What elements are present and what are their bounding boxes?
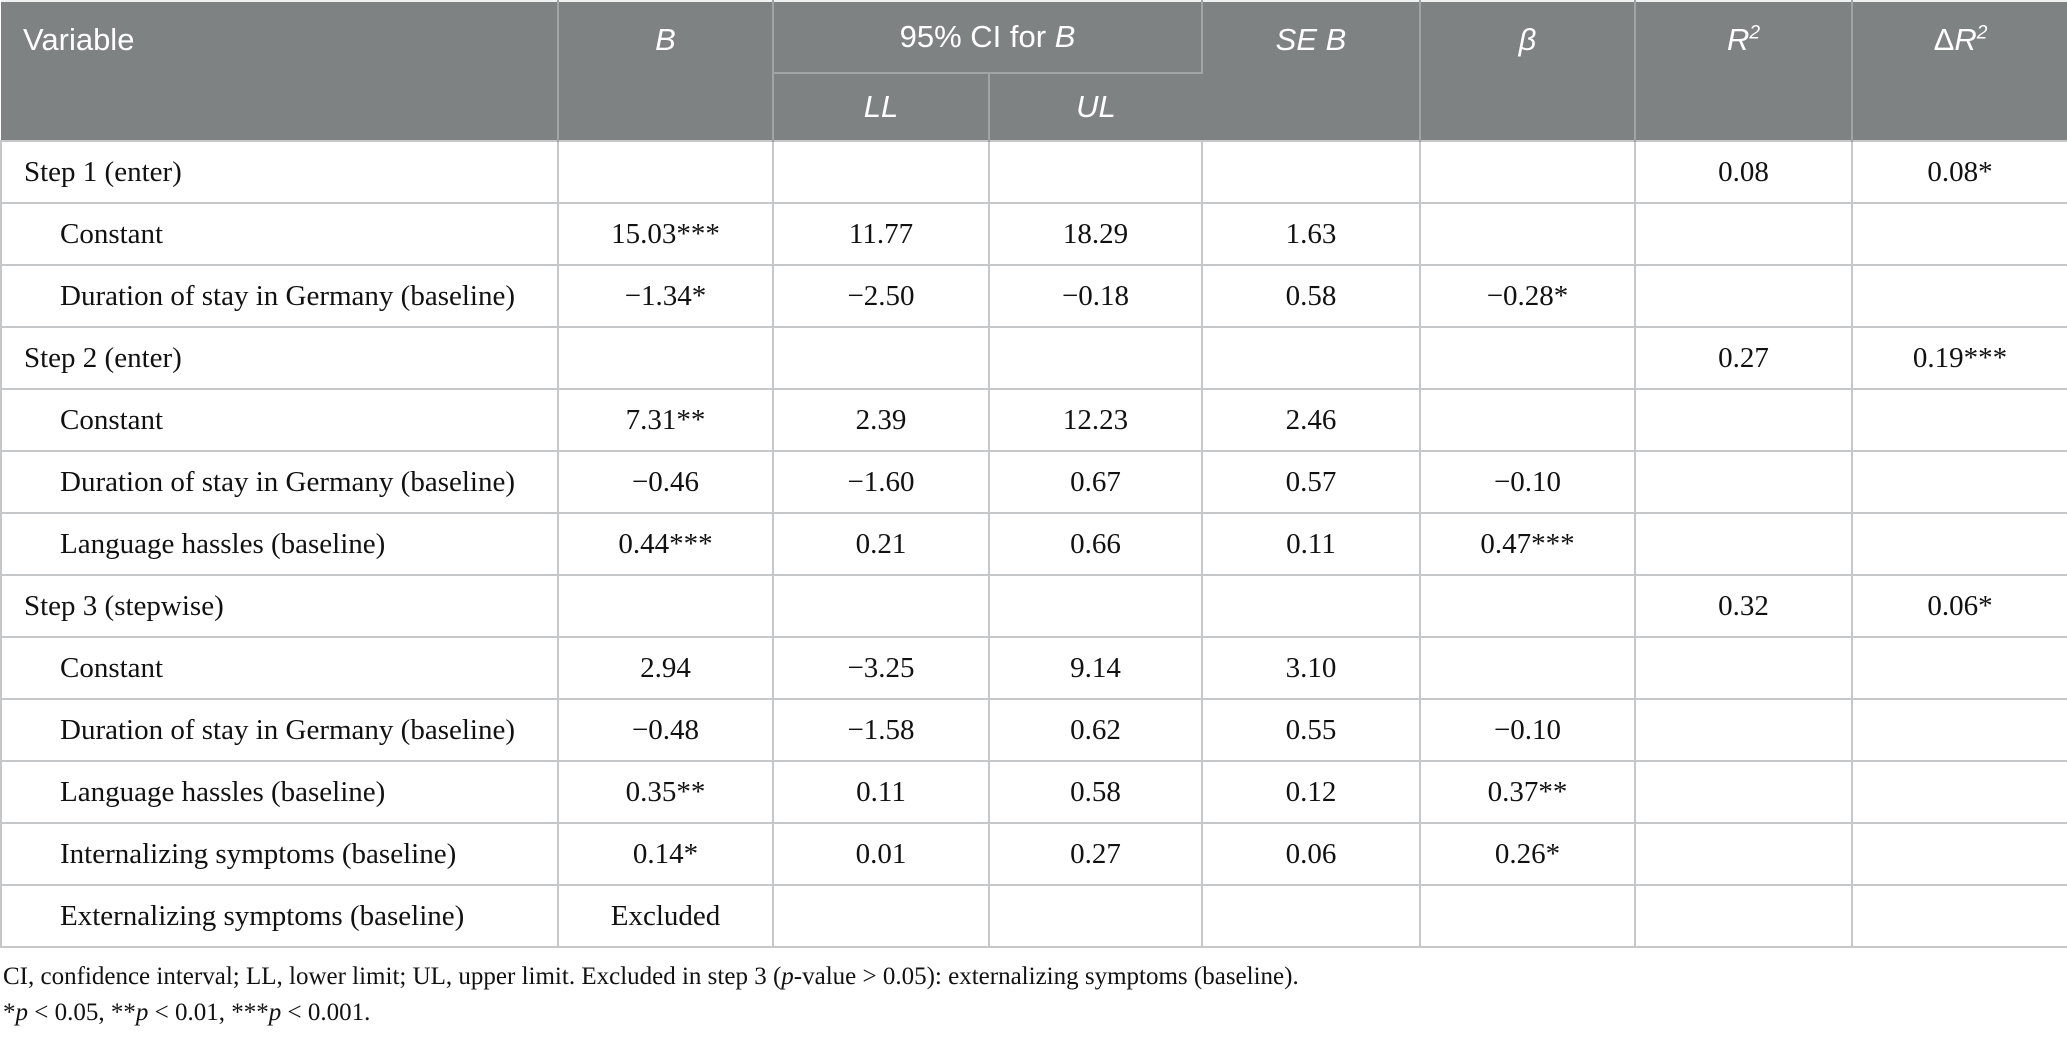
variable-label-cell: Constant bbox=[1, 203, 558, 265]
delta-r-squared-cell bbox=[1852, 203, 2067, 265]
variable-label-cell: Duration of stay in Germany (baseline) bbox=[1, 265, 558, 327]
upper-limit-cell: 18.29 bbox=[989, 203, 1202, 265]
b-value-cell: 0.14* bbox=[558, 823, 773, 885]
upper-limit-cell: 0.66 bbox=[989, 513, 1202, 575]
beta-cell bbox=[1420, 141, 1635, 203]
table-row bbox=[1, 203, 2067, 265]
r-squared-cell bbox=[1635, 513, 1852, 575]
b-value-cell bbox=[558, 575, 773, 637]
beta-cell: 0.37** bbox=[1420, 761, 1635, 823]
beta-cell: −0.10 bbox=[1420, 699, 1635, 761]
table-row bbox=[1, 699, 2067, 761]
se-b-cell: 0.12 bbox=[1202, 761, 1420, 823]
upper-limit-column-header: UL bbox=[989, 73, 1202, 141]
beta-cell: −0.28* bbox=[1420, 265, 1635, 327]
table-row bbox=[1, 265, 2067, 327]
footnote-significance-levels: *p < 0.05, **p < 0.01, ***p < 0.001. bbox=[3, 999, 371, 1026]
beta-column-header: β bbox=[1420, 1, 1635, 141]
se-b-cell bbox=[1202, 885, 1420, 947]
upper-limit-cell: 0.67 bbox=[989, 451, 1202, 513]
se-b-cell bbox=[1202, 141, 1420, 203]
lower-limit-cell: 2.39 bbox=[773, 389, 989, 451]
table-row bbox=[1, 885, 2067, 947]
delta-r-squared-column-header: $\Delta R^2$ bbox=[1852, 1, 2067, 141]
variable-label-cell: Duration of stay in Germany (baseline) bbox=[1, 699, 558, 761]
lower-limit-cell bbox=[773, 885, 989, 947]
delta-r-squared-cell bbox=[1852, 761, 2067, 823]
table-row bbox=[1, 637, 2067, 699]
upper-limit-cell: −0.18 bbox=[989, 265, 1202, 327]
b-value-cell: −1.34* bbox=[558, 265, 773, 327]
se-b-cell: 3.10 bbox=[1202, 637, 1420, 699]
b-value-cell: Excluded bbox=[558, 885, 773, 947]
r-squared-cell bbox=[1635, 885, 1852, 947]
b-value-cell: 2.94 bbox=[558, 637, 773, 699]
variable-column-header: Variable bbox=[1, 1, 558, 141]
beta-cell bbox=[1420, 637, 1635, 699]
table-row bbox=[1, 327, 2067, 389]
lower-limit-cell: 0.21 bbox=[773, 513, 989, 575]
upper-limit-cell: 9.14 bbox=[989, 637, 1202, 699]
se-b-cell: 0.55 bbox=[1202, 699, 1420, 761]
variable-label-cell: Step 1 (enter) bbox=[1, 141, 558, 203]
lower-limit-cell: 0.01 bbox=[773, 823, 989, 885]
beta-cell bbox=[1420, 203, 1635, 265]
b-value-cell bbox=[558, 327, 773, 389]
r-squared-cell: 0.08 bbox=[1635, 141, 1852, 203]
b-value-cell bbox=[558, 141, 773, 203]
se-b-cell: 0.06 bbox=[1202, 823, 1420, 885]
b-column-header: B bbox=[558, 1, 773, 141]
footnote-abbreviations: CI, confidence interval; LL, lower limit; UL, upper limit. Excluded in step 3 (p-value > 0.05): externalizing symptoms (baseline). bbox=[3, 963, 1299, 990]
b-value-cell: −0.48 bbox=[558, 699, 773, 761]
se-b-cell bbox=[1202, 327, 1420, 389]
beta-cell bbox=[1420, 885, 1635, 947]
table-row bbox=[1, 513, 2067, 575]
table-row bbox=[1, 389, 2067, 451]
upper-limit-cell bbox=[989, 575, 1202, 637]
lower-limit-cell bbox=[773, 327, 989, 389]
variable-label-cell: Language hassles (baseline) bbox=[1, 761, 558, 823]
upper-limit-cell: 0.27 bbox=[989, 823, 1202, 885]
r-squared-cell bbox=[1635, 761, 1852, 823]
se-b-cell: 0.58 bbox=[1202, 265, 1420, 327]
delta-r-squared-cell bbox=[1852, 265, 2067, 327]
delta-r-squared-cell: 0.19*** bbox=[1852, 327, 2067, 389]
upper-limit-cell bbox=[989, 141, 1202, 203]
r-squared-cell bbox=[1635, 823, 1852, 885]
delta-r-squared-cell: 0.08* bbox=[1852, 141, 2067, 203]
b-value-cell: −0.46 bbox=[558, 451, 773, 513]
beta-cell: 0.26* bbox=[1420, 823, 1635, 885]
upper-limit-cell: 0.58 bbox=[989, 761, 1202, 823]
delta-r-squared-cell bbox=[1852, 699, 2067, 761]
table-row bbox=[1, 141, 2067, 203]
beta-cell bbox=[1420, 327, 1635, 389]
variable-label-cell: Constant bbox=[1, 637, 558, 699]
b-value-cell: 0.35** bbox=[558, 761, 773, 823]
delta-r-squared-cell bbox=[1852, 823, 2067, 885]
table-row bbox=[1, 761, 2067, 823]
table-header bbox=[1, 1, 2067, 141]
variable-label-cell: Internalizing symptoms (baseline) bbox=[1, 823, 558, 885]
r-squared-cell: 0.27 bbox=[1635, 327, 1852, 389]
r-squared-cell bbox=[1635, 699, 1852, 761]
beta-cell bbox=[1420, 575, 1635, 637]
upper-limit-cell bbox=[989, 327, 1202, 389]
lower-limit-cell: −1.60 bbox=[773, 451, 989, 513]
beta-cell: −0.10 bbox=[1420, 451, 1635, 513]
r-squared-cell bbox=[1635, 451, 1852, 513]
table-body bbox=[1, 141, 2067, 947]
se-b-cell: 1.63 bbox=[1202, 203, 1420, 265]
table-row bbox=[1, 575, 2067, 637]
variable-label-cell: Step 3 (stepwise) bbox=[1, 575, 558, 637]
delta-r-squared-cell bbox=[1852, 885, 2067, 947]
se-b-cell: 0.57 bbox=[1202, 451, 1420, 513]
r-squared-cell bbox=[1635, 265, 1852, 327]
lower-limit-cell: −3.25 bbox=[773, 637, 989, 699]
upper-limit-cell: 0.62 bbox=[989, 699, 1202, 761]
delta-r-squared-cell bbox=[1852, 637, 2067, 699]
delta-r-squared-cell: 0.06* bbox=[1852, 575, 2067, 637]
se-b-cell: 0.11 bbox=[1202, 513, 1420, 575]
r-squared-cell bbox=[1635, 637, 1852, 699]
variable-label-cell: Step 2 (enter) bbox=[1, 327, 558, 389]
r-squared-cell bbox=[1635, 389, 1852, 451]
lower-limit-cell bbox=[773, 575, 989, 637]
variable-label-cell: Language hassles (baseline) bbox=[1, 513, 558, 575]
beta-cell bbox=[1420, 389, 1635, 451]
se-b-cell bbox=[1202, 575, 1420, 637]
delta-r-squared-cell bbox=[1852, 513, 2067, 575]
variable-label-cell: Externalizing symptoms (baseline) bbox=[1, 885, 558, 947]
lower-limit-cell: −2.50 bbox=[773, 265, 989, 327]
lower-limit-cell: 11.77 bbox=[773, 203, 989, 265]
table-row bbox=[1, 823, 2067, 885]
b-value-cell: 0.44*** bbox=[558, 513, 773, 575]
b-value-cell: 15.03*** bbox=[558, 203, 773, 265]
upper-limit-cell bbox=[989, 885, 1202, 947]
r-squared-cell bbox=[1635, 203, 1852, 265]
lower-limit-cell: −1.58 bbox=[773, 699, 989, 761]
r-squared-cell: 0.32 bbox=[1635, 575, 1852, 637]
upper-limit-cell: 12.23 bbox=[989, 389, 1202, 451]
ci-column-group-header: 95% CI for B bbox=[773, 1, 1202, 73]
variable-label-cell: Constant bbox=[1, 389, 558, 451]
lower-limit-cell bbox=[773, 141, 989, 203]
beta-cell: 0.47*** bbox=[1420, 513, 1635, 575]
b-value-cell: 7.31** bbox=[558, 389, 773, 451]
delta-r-squared-cell bbox=[1852, 389, 2067, 451]
r-squared-column-header: $R^2$ bbox=[1635, 1, 1852, 141]
se-b-column-header: SE B bbox=[1202, 1, 1420, 141]
delta-r-squared-cell bbox=[1852, 451, 2067, 513]
variable-label-cell: Duration of stay in Germany (baseline) bbox=[1, 451, 558, 513]
lower-limit-column-header: LL bbox=[773, 73, 989, 141]
se-b-cell: 2.46 bbox=[1202, 389, 1420, 451]
lower-limit-cell: 0.11 bbox=[773, 761, 989, 823]
table-row bbox=[1, 451, 2067, 513]
table-footnotes bbox=[0, 948, 2067, 1031]
